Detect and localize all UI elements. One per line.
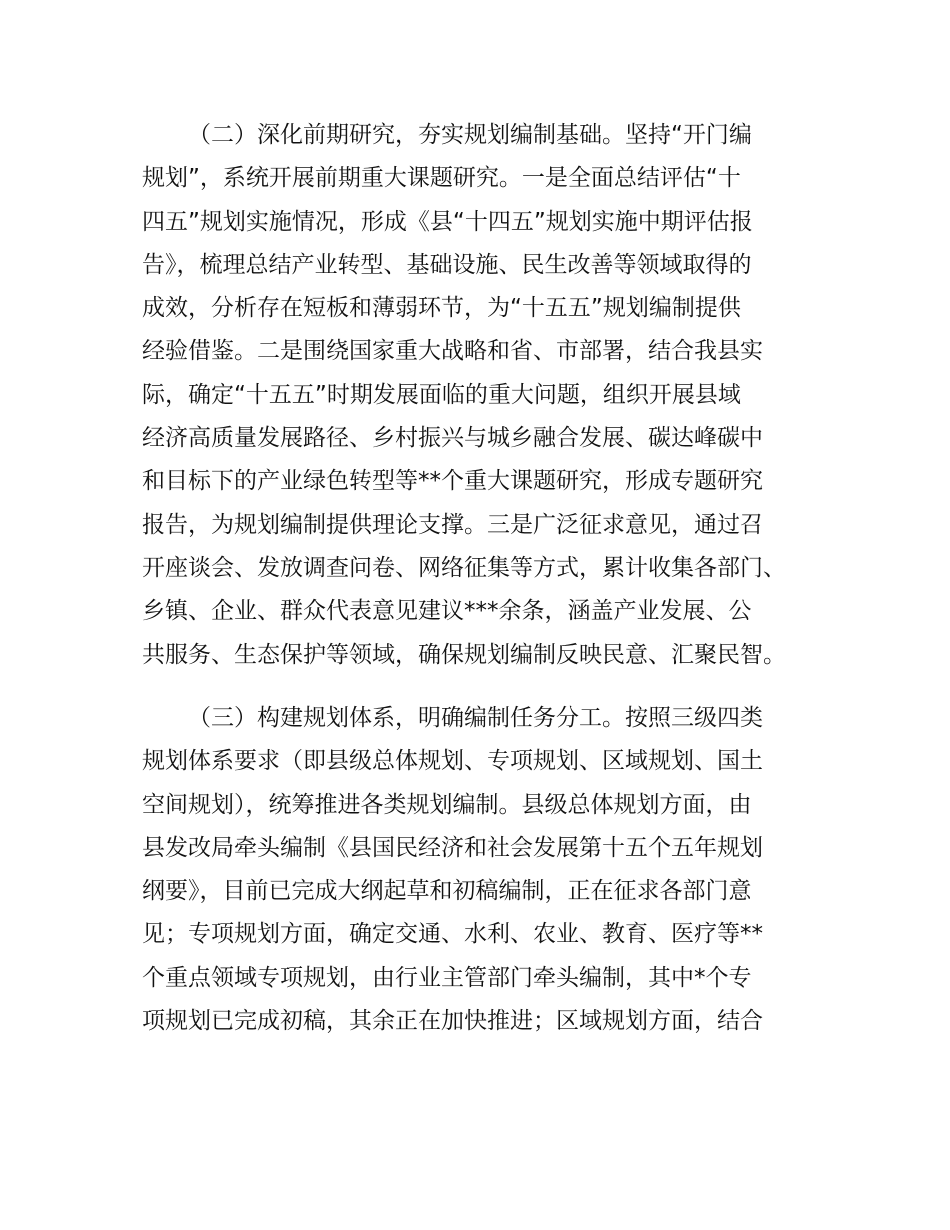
paragraph-line: 个重点领域专项规划，由行业主管部门牵头编制，其中*个专 (142, 964, 752, 991)
paragraph-line: 经验借鉴。二是围绕国家重大战略和省、市部署，结合我县实 (142, 338, 763, 365)
paragraph-line: 报告，为规划编制提供理论支撑。三是广泛征求意见，通过召 (142, 511, 763, 538)
paragraph-section-2 (142, 114, 822, 677)
paragraph-line: 和目标下的产业绿色转型等**个重大课题研究，形成专题研究 (142, 468, 763, 495)
paragraph-line: 见；专项规划方面，确定交通、水利、农业、教育、医疗等** (142, 921, 763, 948)
paragraph-line: 县发改局牵头编制《县国民经济和社会发展第十五个五年规划 (142, 834, 763, 861)
paragraph-section-3 (142, 697, 822, 1043)
paragraph-line: 空间规划），统筹推进各类规划编制。县级总体规划方面，由 (142, 791, 752, 818)
paragraph-line: 经济高质量发展路径、乡村振兴与城乡融合发展、碳达峰碳中 (142, 425, 763, 452)
paragraph-line: 乡镇、企业、群众代表意见建议***余条，涵盖产业发展、公 (142, 598, 752, 625)
paragraph-line: （三）构建规划体系，明确编制任务分工。按照三级四类 (188, 705, 763, 731)
paragraph-line: 项规划已完成初稿，其余正在加快推进；区域规划方面，结合 (142, 1008, 763, 1035)
paragraph-line: 规划体系要求（即县级总体规划、专项规划、区域规划、国土 (142, 748, 763, 775)
paragraph-line: 纲要》，目前已完成大纲起草和初稿编制，正在征求各部门意 (142, 878, 752, 905)
paragraph-line: （二）深化前期研究，夯实规划编制基础。坚持“开门编 (188, 122, 752, 148)
paragraph-line: 际，确定“十五五”时期发展面临的重大问题，组织开展县域 (142, 381, 741, 408)
paragraph-line: 共服务、生态保护等领域，确保规划编制反映民意、汇聚民智。 (142, 641, 786, 668)
paragraph-line: 四五”规划实施情况，形成《县“十四五”规划实施中期评估报 (142, 208, 753, 235)
paragraph-line: 开座谈会、发放调查问卷、网络征集等方式，累计收集各部门、 (142, 554, 786, 581)
paragraph-line: 告》，梳理总结产业转型、基础设施、民生改善等领域取得的 (142, 251, 752, 278)
paragraph-line: 成效，分析存在短板和薄弱环节，为“十五五”规划编制提供 (142, 295, 741, 322)
paragraph-line: 规划”，系统开展前期重大课题研究。一是全面总结评估“十 (142, 165, 741, 192)
